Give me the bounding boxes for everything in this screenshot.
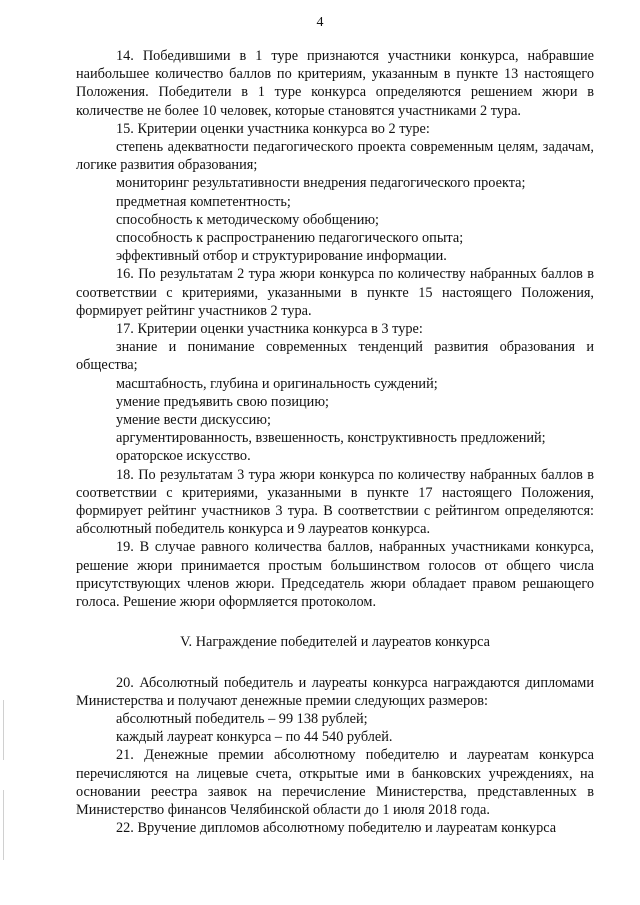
document-body [76,47,594,837]
clause-16: 16. По результатам 2 тура жюри конкурса по количеству набранных баллов в соответствии с критериями, указанными в пункте 15 настоящего Положения, формирует рейтинг участников 2 тура. [76,266,594,319]
criterion-item: предметная компетентность; [116,193,291,210]
clause-15: 15. Критерии оценки участника конкурса во 2 туре: [116,120,430,137]
criterion-item: умение предъявить свою позицию; [116,393,329,410]
page-number: 4 [316,15,324,30]
criterion-item: умение вести дискуссию; [116,412,271,429]
scan-edge-mark [3,790,4,860]
criterion-item: способность к методическому обобщению; [116,211,380,228]
clause-17: 17. Критерии оценки участника конкурса в 3 туре: [116,321,423,338]
clause-21: 21. Денежные премии абсолютному победителю и лауреатам конкурса перечисляются на лицевые счета, открытые ими в банковских учреждениях, на основании реестра заявок на перечисление Министерства, представленных в Министерство финансов Челябинской области до 1 июля 2018 года. [76,747,594,818]
criterion-item: степень адекватности педагогического проекта современным целям, задачам, логике развития образования; [76,139,594,174]
clause-14: 14. Победившими в 1 туре признаются участники конкурса, набравшие наибольшее количество баллов по критериям, указанным в пункте 13 настоящего Положения. Победители в 1 туре конкурса определяются решением жюри в количестве не более 10 человек, которые становятся участниками 2 тура. [76,48,594,119]
prize-item: каждый лауреат конкурса – по 44 540 рублей. [116,729,393,746]
criterion-item: масштабность, глубина и оригинальность суждений; [116,375,438,392]
clause-19: 19. В случае равного количества баллов, набранных участниками конкурса, решение жюри принимается простым большинством голосов от общего числа присутствующих членов жюри. Председатель жюри обладает правом решающего голоса. Решение жюри оформляется протоколом. [76,539,594,611]
criterion-item: аргументированность, взвешенность, конструктивность предложений; [116,430,546,447]
criterion-item: ораторское искусство. [116,448,251,465]
clause-18: 18. По результатам 3 тура жюри конкурса по количеству набранных баллов в соответствии с критериями, указанными в пункте 17 настоящего Положения, формирует рейтинг участников 3 тура. В соответствии с рейтингом определяются: абсолютный победитель конкурса и 9 лауреатов конкурса. [76,466,594,538]
criterion-item: знание и понимание современных тенденций развития образования и общества; [76,339,594,374]
scan-edge-mark [3,700,4,760]
section-heading: V. Награждение победителей и лауреатов конкурса [180,634,490,651]
criterion-item: мониторинг результативности внедрения педагогического проекта; [116,175,526,192]
clause-22: 22. Вручение дипломов абсолютному победителю и лауреатам конкурса [116,820,557,837]
criterion-item: способность к распространению педагогического опыта; [116,230,464,247]
prize-item: абсолютный победитель – 99 138 рублей; [116,710,368,727]
clause-20: 20. Абсолютный победитель и лауреаты конкурса награждаются дипломами Министерства и получают денежные премии следующих размеров: [76,674,594,709]
criterion-item: эффективный отбор и структурирование информации. [116,248,447,265]
